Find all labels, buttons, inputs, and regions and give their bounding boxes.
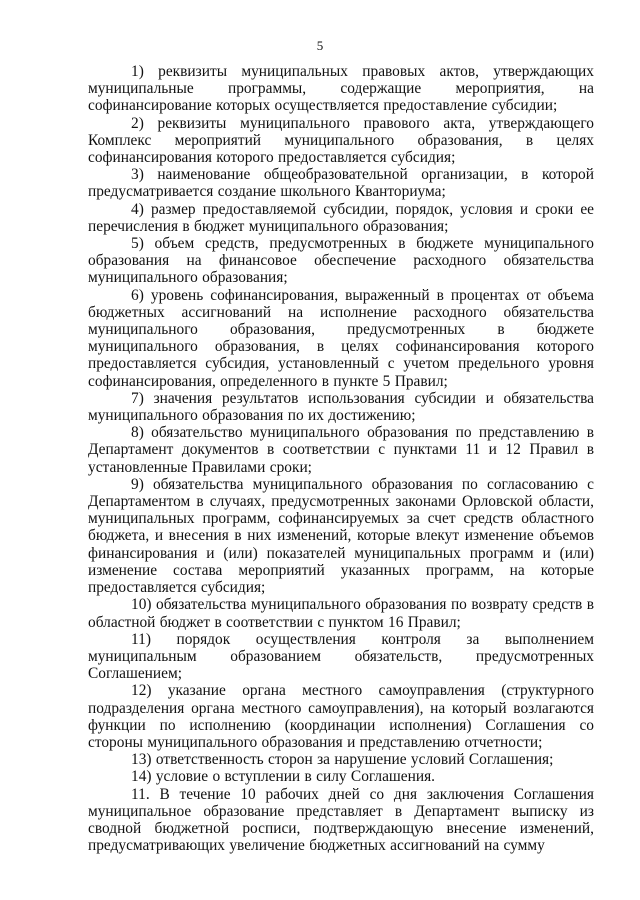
list-item-8: 8) обязательство муниципального образования по представлению в Департамент документов в соответствии с пунктами 11 и 12 Правил в установленные Правилами сроки; bbox=[88, 424, 594, 476]
list-item-2: 2) реквизиты муниципального правового акта, утверждающего Комплекс мероприятий муниципального образования, в целях софинансирования которого предоставляется субсидия; bbox=[88, 114, 594, 167]
list-item-14: 14) условие о вступлении в силу Соглашения. bbox=[131, 768, 436, 786]
list-item-12: 12) указание органа местного самоуправления (структурного подразделения органа местного самоуправления), на который возлагаются функции по исполнению (координации исполнения) Соглашения со стороны муниципального образования и представлению отчетности; bbox=[88, 682, 594, 751]
list-item-1: 1) реквизиты муниципальных правовых актов, утверждающих муниципальные программы, содержащие мероприятия, на софинансирование которых осуществляется предоставление субсидии; bbox=[88, 63, 594, 115]
document-body bbox=[88, 63, 594, 854]
list-item-9: 9) обязательства муниципального образования по согласованию с Департаментом в случаях, предусмотренных законами Орловской области, муниципальных программ, софинансируемых за счет средств областного бюджета, и внесения в них изменений, которые влекут изменение объемов финансирования и (или) показателей муниципальных программ и (или) изменение состава мероприятий указанных программ, на которые предоставляется субсидия; bbox=[88, 475, 594, 597]
page-number: 5 bbox=[316, 38, 324, 53]
list-item-10: 10) обязательства муниципального образования по возврату средств в областной бюджет в соответствии с пунктом 16 Правил; bbox=[88, 596, 594, 631]
section-11-paragraph: 11. В течение 10 рабочих дней со дня заключения Соглашения муниципальное образование представляет в Департамент выписку из сводной бюджетной росписи, подтверждающую внесение изменений, предусматривающих увеличение бюджетных ассигнований на сумму bbox=[88, 785, 594, 855]
list-item-3: 3) наименование общеобразовательной организации, в которой предусматривается создание школьного Кванториума; bbox=[88, 166, 594, 201]
list-item-13: 13) ответственность сторон за нарушение условий Соглашения; bbox=[131, 751, 554, 769]
list-item-4: 4) размер предоставляемой субсидии, порядок, условия и сроки ее перечисления в бюджет муниципального образования; bbox=[88, 200, 594, 235]
list-item-11: 11) порядок осуществления контроля за выполнением муниципальным образованием обязательств, предусмотренных Соглашением; bbox=[88, 630, 594, 683]
list-item-5: 5) объем средств, предусмотренных в бюджете муниципального образования на финансовое обеспечение расходного обязательства муниципального образования; bbox=[88, 235, 594, 287]
list-item-6: 6) уровень софинансирования, выраженный в процентах от объема бюджетных ассигнований на исполнение расходного обязательства муниципального образования, предусмотренных в бюджете муниципального образования, в целях софинансирования которого предоставляется субсидия, установленный с учетом предельного уровня софинансирования, определенного в пункте 5 Правил; bbox=[88, 286, 594, 390]
list-item-7: 7) значения результатов использования субсидии и обязательства муниципального образования по их достижению; bbox=[88, 389, 594, 425]
